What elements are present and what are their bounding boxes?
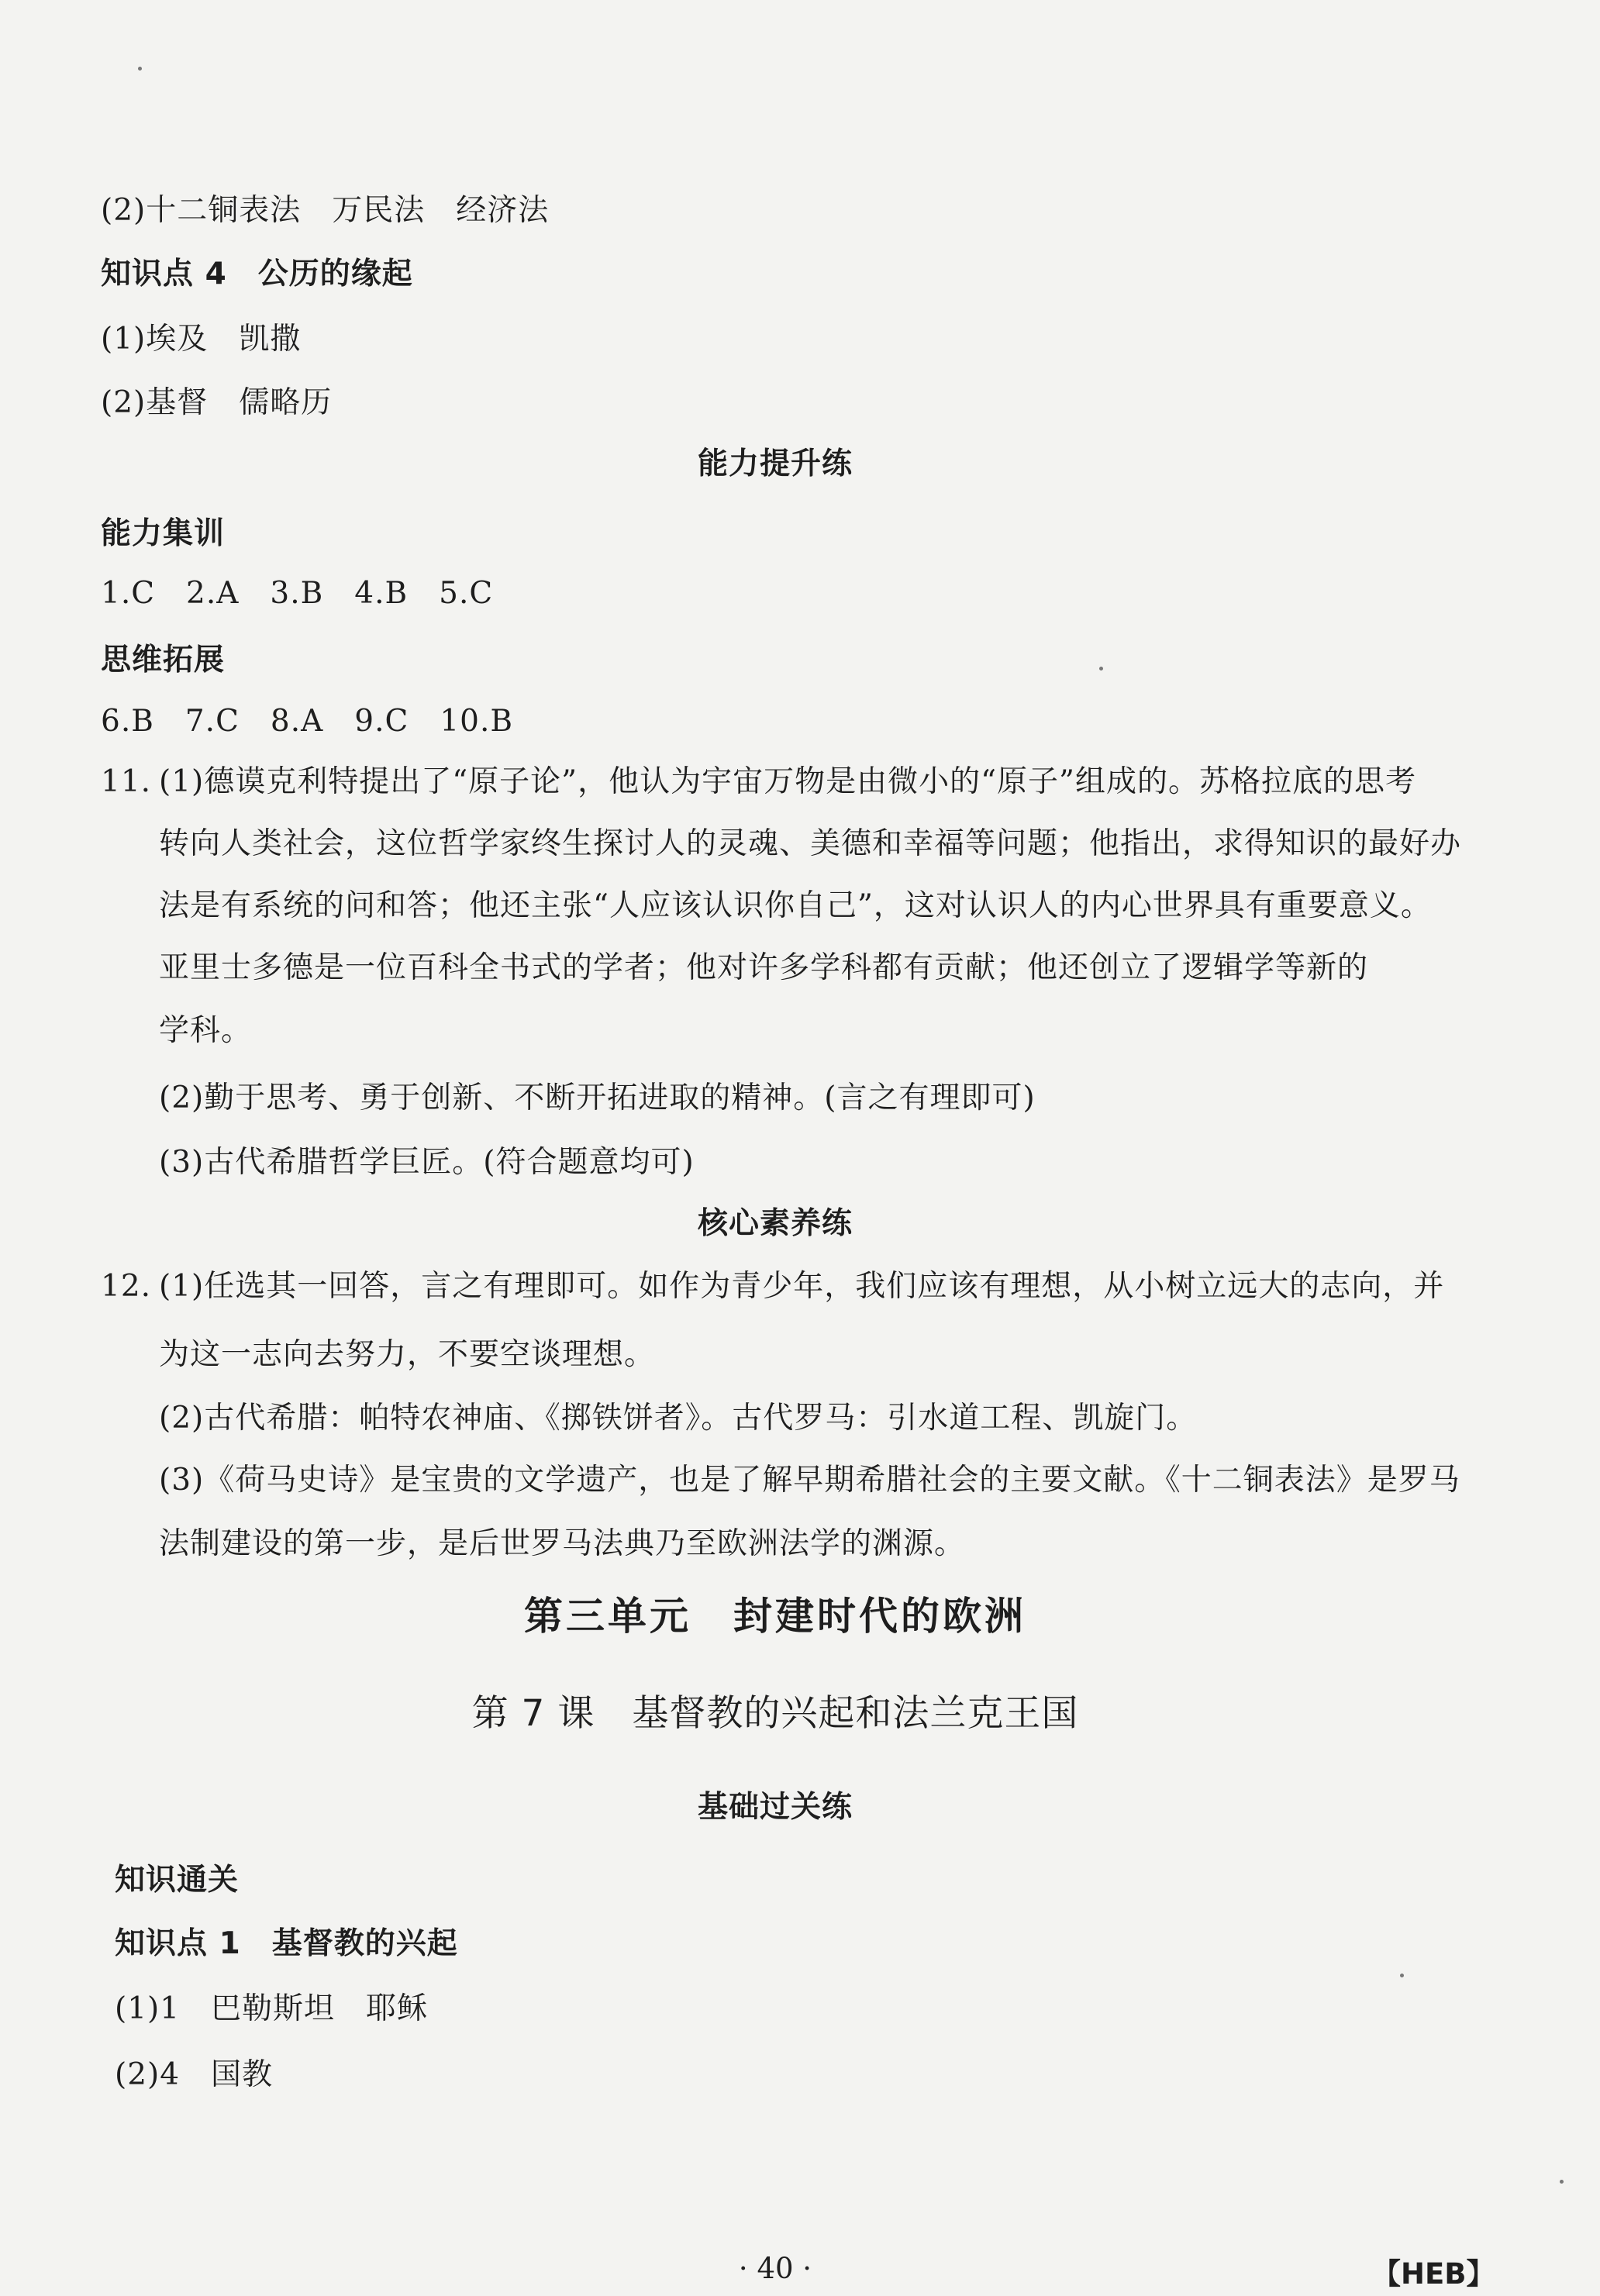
answer-line: 学科。 (159, 1013, 253, 1048)
answer-line: 亚里士多德是一位百科全书式的学者；他对许多学科都有贡献；他还创立了逻辑学等新的 (159, 950, 1369, 985)
answer-line: (2)十二铜表法 万民法 经济法 (101, 193, 550, 228)
lesson-title: 第 7 课 基督教的兴起和法兰克王国 (471, 1692, 1079, 1735)
answer-line: 转向人类社会，这位哲学家终生探讨人的灵魂、美德和幸福等问题；他指出，求得知识的最好办 (159, 826, 1462, 861)
answer-line: (2)4 国教 (115, 2057, 274, 2092)
answer-line: (2)勤于思考、勇于创新、不断开拓进取的精神。(言之有理即可) (159, 1081, 1036, 1115)
answer-line: 法制建设的第一步，是后世罗马法典乃至欧洲法学的渊源。 (159, 1526, 966, 1561)
subsection-heading: 思维拓展 (101, 643, 226, 677)
speck (1400, 1974, 1404, 1977)
section-heading: 核心素养练 (697, 1206, 853, 1241)
page-number: · 40 · (738, 2252, 812, 2285)
answer-line: 1.C 2.A 3.B 4.B 5.C (101, 576, 494, 611)
answer-text: (1)任选其一回答，言之有理即可。如作为青少年，我们应该有理想，从小树立远大的志向，并 (159, 1269, 1445, 1304)
section-heading: 能力提升练 (697, 446, 853, 481)
answer-line: 为这一志向去努力，不要空谈理想。 (159, 1337, 656, 1372)
knowledge-point-heading: 知识点 1 基督教的兴起 (115, 1926, 458, 1961)
speck (1099, 667, 1103, 671)
answer-text: (1)德谟克利特提出了“原子论”，他认为宇宙万物是由微小的“原子”组成的。苏格拉底的思考 (159, 764, 1416, 799)
answer-line: 6.B 7.C 8.A 9.C 10.B (101, 704, 514, 739)
section-heading: 基础过关练 (697, 1790, 853, 1825)
answer-line: 法是有系统的问和答；他还主张“人应该认识你自己”，这对认识人的内心世界具有重要意义。 (159, 888, 1432, 923)
knowledge-point-heading: 知识点 4 公历的缘起 (101, 257, 413, 291)
answer-line: (1)埃及 凯撒 (101, 322, 302, 357)
question-11-line (101, 762, 1416, 802)
answer-line: (2)基督 儒略历 (101, 385, 333, 420)
subsection-heading: 能力集训 (101, 516, 226, 551)
question-number: 12. (101, 1269, 152, 1304)
unit-title: 第三单元 封建时代的欧洲 (524, 1594, 1026, 1639)
answer-line: (2)古代希腊：帕特农神庙、《掷铁饼者》。古代罗马：引水道工程、凯旋门。 (159, 1401, 1198, 1436)
answer-line: (3)古代希腊哲学巨匠。(符合题意均可) (159, 1145, 695, 1180)
speck (1560, 2180, 1564, 2184)
edition-code: 【HEB】 (1372, 2257, 1495, 2291)
answer-line: (3)《荷马史诗》是宝贵的文学遗产，也是了解早期希腊社会的主要文献。《十二铜表法》是罗马 (159, 1463, 1460, 1498)
question-number: 11. (101, 764, 152, 799)
subsection-heading: 知识通关 (115, 1863, 240, 1898)
answer-line: (1)1 巴勒斯坦 耶稣 (115, 1991, 429, 2026)
question-12-line (101, 1267, 1444, 1307)
speck (138, 67, 142, 71)
